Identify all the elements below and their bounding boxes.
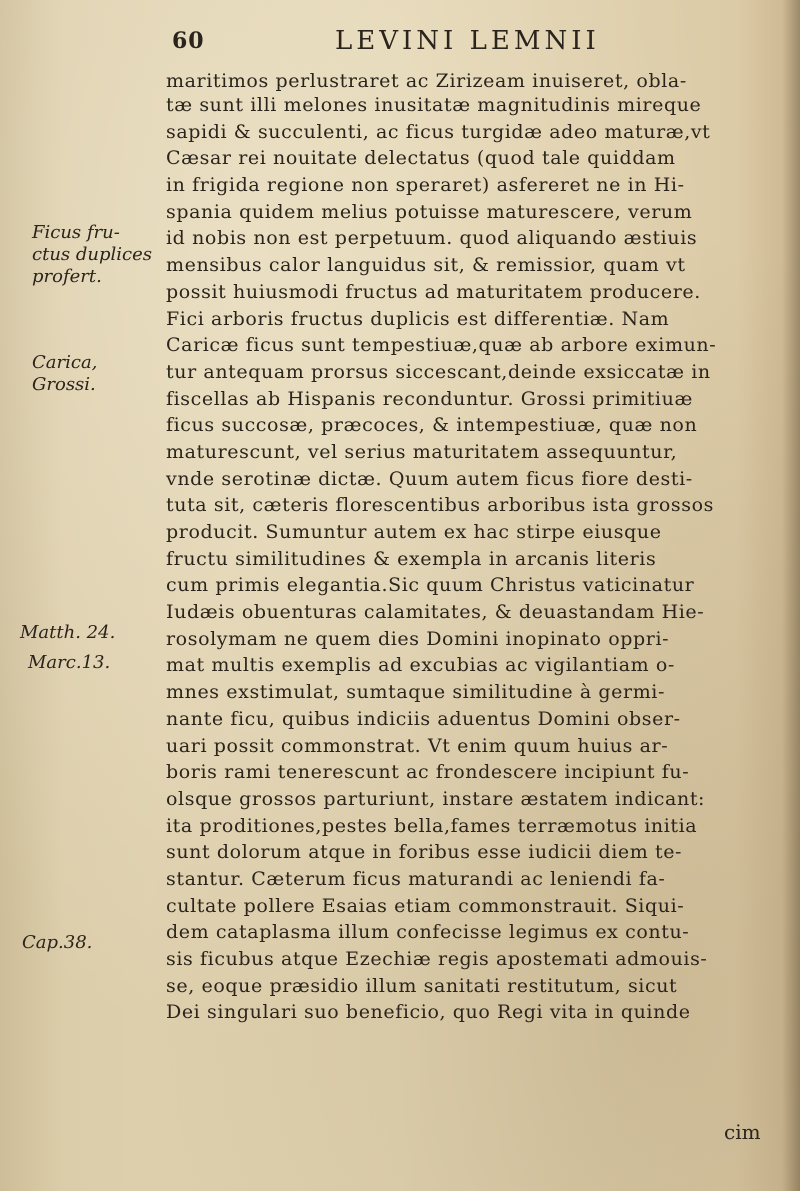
text-line: stantur. Cæterum ficus maturandi ac leniendi fa- <box>166 867 666 890</box>
text-line: olsque grossos parturiunt, instare æstatem indicant: <box>166 787 706 810</box>
text-line: Iudæis obuenturas calamitates, & deuastandam Hie- <box>166 601 705 624</box>
text-line: maturescunt, vel serius maturitatem assequuntur, <box>166 440 678 463</box>
text-line: mat multis exemplis ad excubias ac vigilantiam o- <box>166 654 675 677</box>
text-line: cultate pollere Esaias etiam commonstrauit. Siqui- <box>166 894 685 917</box>
margin-note-marc: Marc.13. <box>28 652 111 673</box>
text-line: producit. Sumuntur autem ex hac stirpe eiusque <box>166 521 662 543</box>
text-line: ita proditiones,pestes bella,fames terræmotus initia <box>166 814 698 837</box>
text-line: Dei singulari suo beneficio, quo Regi vita in quinde <box>166 1001 691 1024</box>
text-line: cum primis elegantia.Sic quum Christus vaticinatur <box>166 574 695 597</box>
text-line: mnes exstimulat, sumtaque similitudine à germi- <box>166 681 666 704</box>
text-line: Cæsar rei nouitate delectatus (quod tale quiddam <box>166 147 676 170</box>
text-line: uari possit commonstrat. Vt enim quum huius ar- <box>166 734 669 757</box>
text-line: sunt dolorum atque in foribus esse iudicii diem te- <box>166 841 683 864</box>
page-number: 60 <box>172 28 205 54</box>
text-line: spania quidem melius potuisse maturescere, verum <box>166 200 693 223</box>
text-line: nante ficu, quibus indiciis aduentus Domini obser- <box>166 707 681 730</box>
text-line: Caricæ ficus sunt tempestiuæ,quæ ab arbore eximun- <box>166 334 717 357</box>
text-line: se, eoque præsidio illum sanitati restitutum, sicut <box>166 974 678 997</box>
running-title: LEVINI LEMNII <box>335 26 600 56</box>
text-line: maritimos perlustraret ac Zirizeam inuiseret, obla- <box>166 70 687 92</box>
text-line: tuta sit, cæteris florescentibus arboribus ista grossos <box>166 494 714 517</box>
text-line: id nobis non est perpetuum. quod aliquando æstiuis <box>166 227 698 250</box>
text-line: mensibus calor languidus sit, & remissior, quam vt <box>166 254 686 277</box>
margin-note-cap: Cap.38. <box>22 932 93 953</box>
text-line: sis ficubus atque Ezechiæ regis apostemati admouis- <box>166 948 708 970</box>
text-line: fructu similitudines & exempla in arcanis literis <box>166 547 657 570</box>
margin-note-ficus: Ficus fru- ctus duplices profert. <box>32 222 152 287</box>
text-line: ficus succosæ, præcoces, & intempestiuæ, quæ non <box>166 414 698 437</box>
text-line: rosolymam ne quem dies Domini inopinato oppri- <box>166 627 670 650</box>
margin-note-carica: Carica, Grossi. <box>32 352 98 395</box>
catchword: cim <box>724 1120 761 1144</box>
text-line: fiscellas ab Hispanis reconduntur. Grossi primitiuæ <box>166 387 693 410</box>
text-line: possit huiusmodi fructus ad maturitatem producere. <box>166 280 701 303</box>
text-line: vnde serotinæ dictæ. Quum autem ficus fiore desti- <box>166 467 693 490</box>
text-line: boris rami tenerescunt ac frondescere incipiunt fu- <box>166 761 690 784</box>
main-text <box>166 70 786 1026</box>
text-line: in frigida regione non speraret) asfereret ne in Hi- <box>166 174 685 197</box>
text-line: tæ sunt illi melones inusitatæ magnitudinis mireque <box>166 94 702 116</box>
text-line: tur antequam prorsus siccescant,deinde exsiccatæ in <box>166 360 711 383</box>
text-line: sapidi & succulenti, ac ficus turgidæ adeo maturæ,vt <box>166 120 711 143</box>
text-line: Fici arboris fructus duplicis est differentiæ. Nam <box>166 307 670 330</box>
text-line: dem cataplasma illum confecisse legimus ex contu- <box>166 921 690 944</box>
page-header <box>170 26 730 66</box>
margin-note-matth: Matth. 24. <box>20 622 116 643</box>
